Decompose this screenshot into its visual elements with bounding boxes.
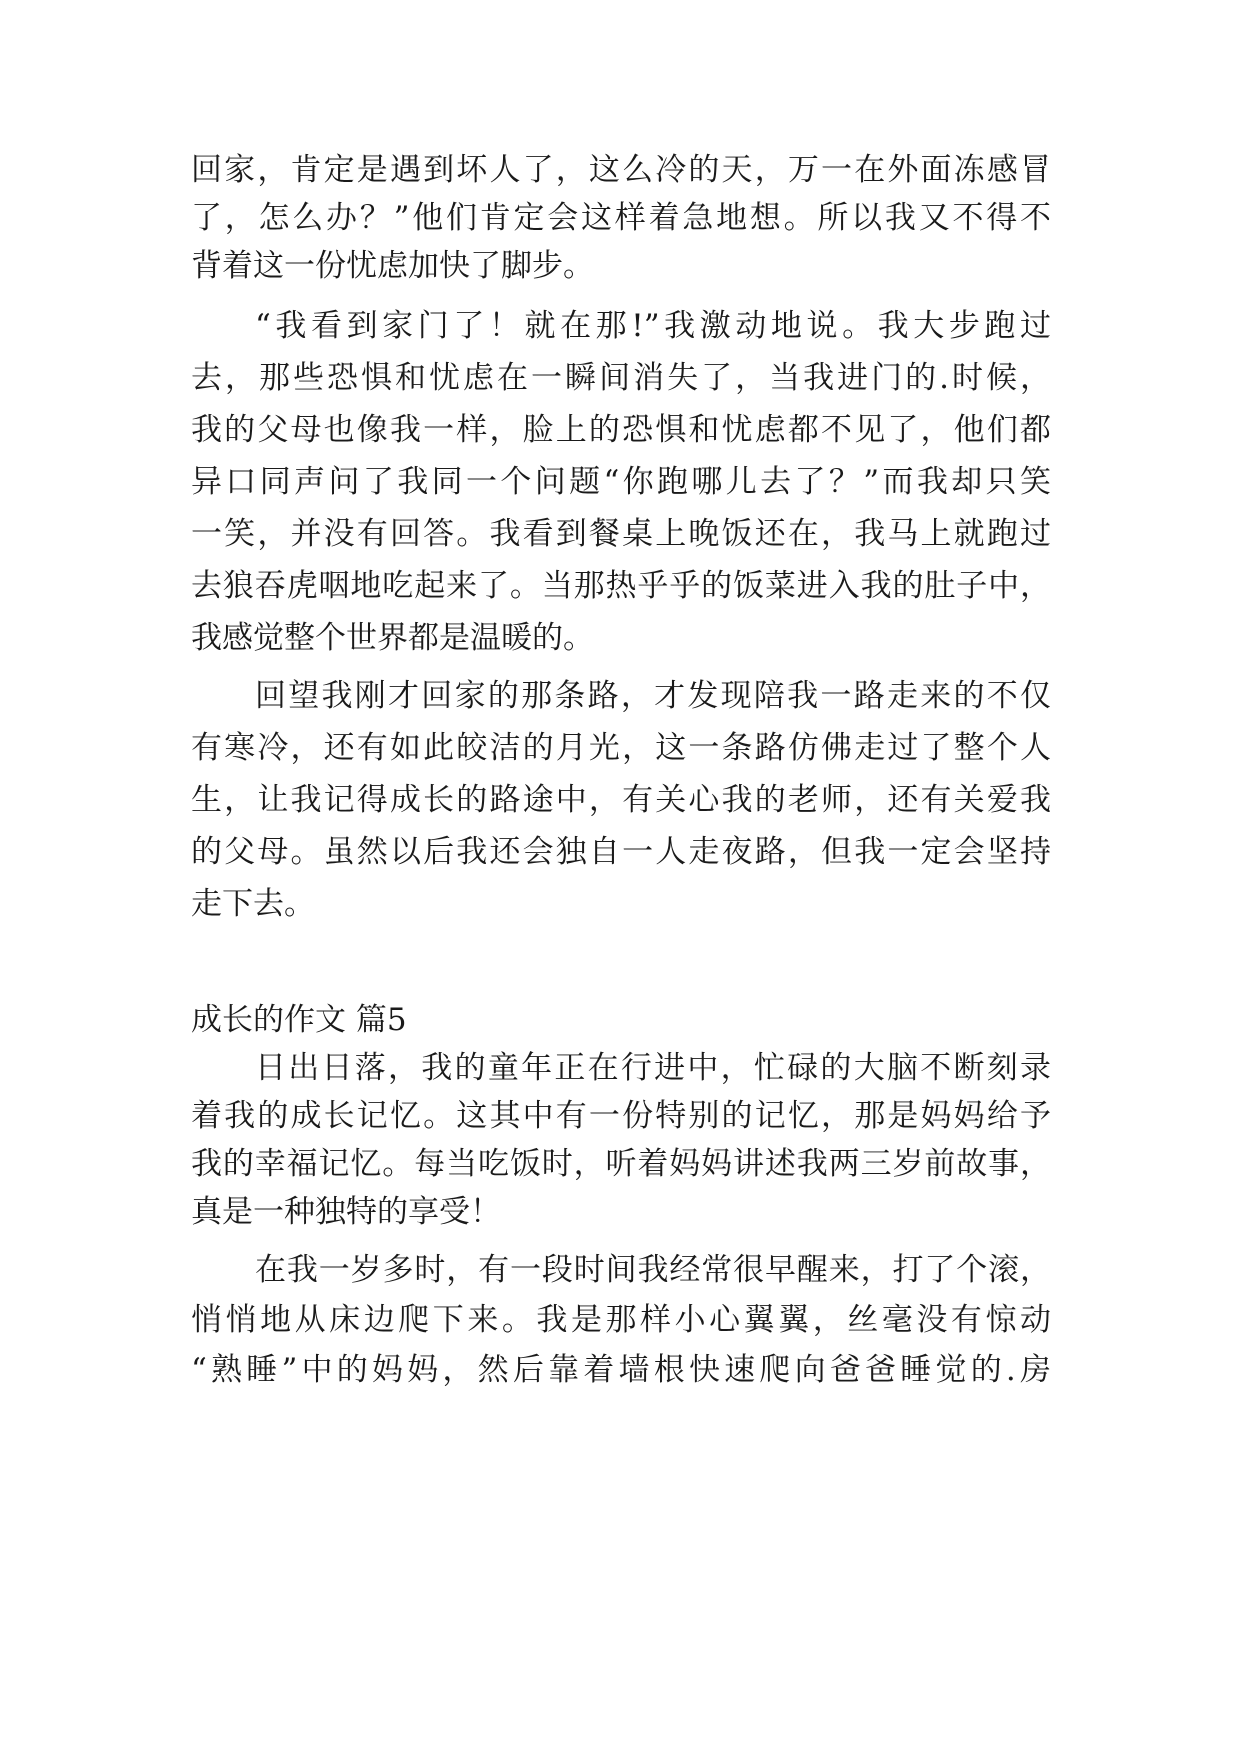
- paragraph-4-line-2: 着我的成长记忆。这其中有一份特别的记忆，那是妈妈给予: [191, 1098, 1051, 1134]
- paragraph-2-line-2: 去，那些恐惧和忧虑在一瞬间消失了，当我进门的.时候，: [191, 360, 1051, 396]
- paragraph-3-line-3: 生，让我记得成长的路途中，有关心我的老师，还有关爱我: [191, 782, 1051, 818]
- section-heading: 成长的作文 篇5: [191, 1002, 407, 1038]
- paragraph-5-line-2: 悄悄地从床边爬下来。我是那样小心翼翼，丝毫没有惊动: [191, 1302, 1051, 1338]
- paragraph-3-line-4: 的父母。虽然以后我还会独自一人走夜路，但我一定会坚持: [191, 834, 1051, 870]
- paragraph-1-line-1: 回家，肯定是遇到坏人了，这么冷的天，万一在外面冻感冒: [191, 152, 1051, 188]
- paragraph-1-line-2: 了，怎么办？”他们肯定会这样着急地想。所以我又不得不: [191, 200, 1051, 236]
- paragraph-3-line-5: 走下去。: [191, 886, 315, 922]
- paragraph-4-line-3: 我的幸福记忆。每当吃饭时，听着妈妈讲述我两三岁前故事，: [191, 1146, 1051, 1182]
- paragraph-5-line-3: “熟睡”中的妈妈，然后靠着墙根快速爬向爸爸睡觉的.房: [191, 1352, 1051, 1388]
- paragraph-1-line-3: 背着这一份忧虑加快了脚步。: [191, 248, 594, 284]
- paragraph-4-line-4: 真是一种独特的享受！: [191, 1194, 501, 1230]
- paragraph-2-line-5: 一笑，并没有回答。我看到餐桌上晚饭还在，我马上就跑过: [191, 516, 1051, 552]
- paragraph-3-line-2: 有寒冷，还有如此皎洁的月光，这一条路仿佛走过了整个人: [191, 730, 1051, 766]
- paragraph-5-line-1: 在我一岁多时，有一段时间我经常很早醒来，打了个滚，: [255, 1252, 1051, 1288]
- paragraph-2-line-7: 我感觉整个世界都是温暖的。: [191, 620, 594, 656]
- paragraph-2-line-1: “我看到家门了！就在那!”我激动地说。我大步跑过: [255, 308, 1051, 344]
- paragraph-4-line-1: 日出日落，我的童年正在行进中，忙碌的大脑不断刻录: [255, 1050, 1051, 1086]
- paragraph-2-line-4: 异口同声问了我同一个问题“你跑哪儿去了？”而我却只笑: [191, 464, 1051, 500]
- paragraph-3-line-1: 回望我刚才回家的那条路，才发现陪我一路走来的不仅: [255, 678, 1051, 714]
- paragraph-2-line-3: 我的父母也像我一样，脸上的恐惧和忧虑都不见了，他们都: [191, 412, 1051, 448]
- paragraph-2-line-6: 去狼吞虎咽地吃起来了。当那热乎乎的饭菜进入我的肚子中，: [191, 568, 1051, 604]
